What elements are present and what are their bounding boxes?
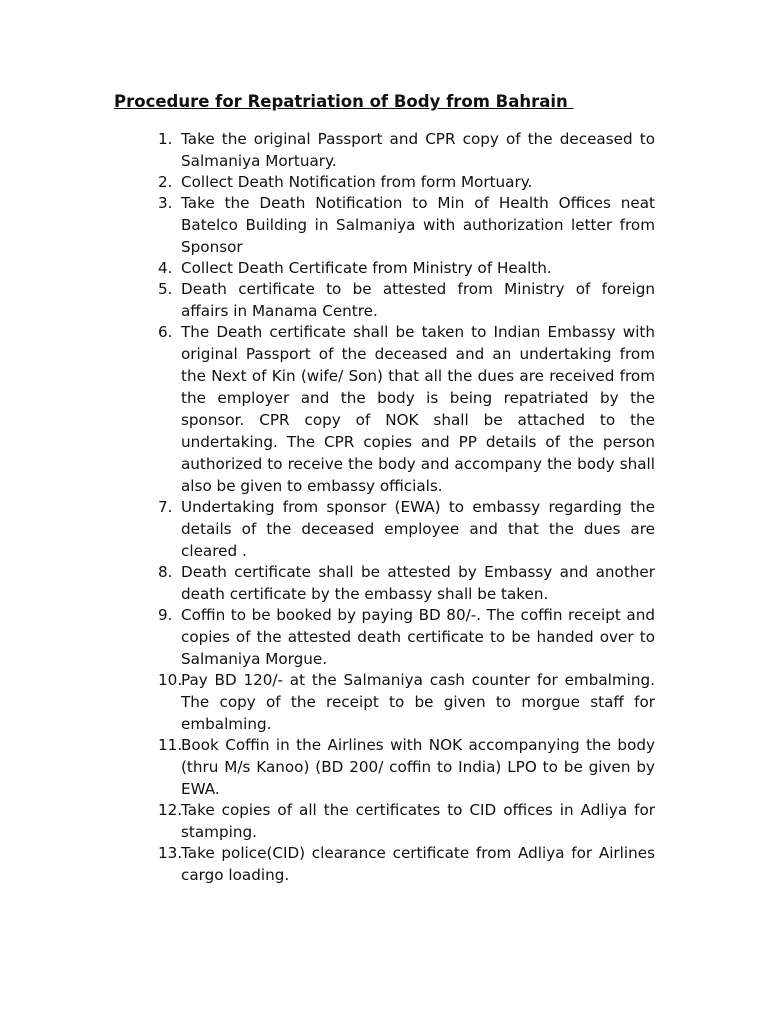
- procedure-steps-list: [158, 128, 655, 885]
- list-item: [158, 321, 655, 497]
- step-text: Take copies of all the certificates to CID offices in Adliya for stamping.: [181, 801, 655, 841]
- list-item: [158, 734, 655, 800]
- step-text: Coffin to be booked by paying BD 80/-. The coffin receipt and copies of the attested death certificate to be handed over to Salmaniya Morgue.: [181, 606, 655, 668]
- step-number: 1.: [158, 130, 173, 148]
- step-number: 4.: [158, 259, 173, 277]
- list-item: [158, 128, 655, 172]
- list-item: [158, 496, 655, 562]
- list-item: [158, 842, 655, 886]
- list-item: [158, 669, 655, 735]
- step-number: 7.: [158, 498, 173, 516]
- list-item: [158, 192, 655, 258]
- step-number: 10.: [158, 671, 183, 689]
- step-text: Collect Death Certificate from Ministry of Health.: [181, 259, 552, 277]
- step-text: Book Coffin in the Airlines with NOK accompanying the body (thru M/s Kanoo) (BD 200/ coffin to India) LPO to be given by EWA.: [181, 736, 655, 798]
- step-number: 11.: [158, 736, 183, 754]
- step-number: 9.: [158, 606, 173, 624]
- step-number: 13.: [158, 844, 183, 862]
- list-item: [158, 257, 655, 279]
- step-text: Undertaking from sponsor (EWA) to embassy regarding the details of the deceased employee and that the dues are cleared .: [181, 498, 655, 560]
- step-text: Pay BD 120/- at the Salmaniya cash counter for embalming. The copy of the receipt to be given to morgue staff for embalming.: [181, 671, 655, 733]
- list-item: [158, 278, 655, 322]
- step-text: Death certificate to be attested from Ministry of foreign affairs in Manama Centre.: [181, 280, 655, 320]
- step-text: Take police(CID) clearance certificate from Adliya for Airlines cargo loading.: [181, 844, 655, 884]
- list-item: [158, 799, 655, 843]
- step-text: Death certificate shall be attested by Embassy and another death certificate by the embassy shall be taken.: [181, 563, 655, 603]
- step-text: Take the Death Notification to Min of Health Offices neat Batelco Building in Salmaniya with authorization letter from Sponsor: [181, 194, 655, 256]
- list-item: [158, 604, 655, 670]
- step-number: 2.: [158, 173, 173, 191]
- document-title: Procedure for Repatriation of Body from Bahrain: [114, 92, 574, 111]
- step-number: 8.: [158, 563, 173, 581]
- step-text: Collect Death Notification from form Mortuary.: [181, 173, 533, 191]
- step-number: 6.: [158, 323, 173, 341]
- step-number: 12.: [158, 801, 183, 819]
- list-item: [158, 561, 655, 605]
- step-number: 3.: [158, 194, 173, 212]
- step-number: 5.: [158, 280, 173, 298]
- list-item: [158, 171, 655, 193]
- step-text: The Death certificate shall be taken to Indian Embassy with original Passport of the deceased and an undertaking from the Next of Kin (wife/ Son) that all the dues are received from the employer and the body is being repatriated by the sponsor. CPR copy of NOK shall be attached to the undertaking. The CPR copies and PP details of the person authorized to receive the body and accompany the body shall also be given to embassy officials.: [181, 323, 655, 495]
- step-text: Take the original Passport and CPR copy of the deceased to Salmaniya Mortuary.: [181, 130, 655, 170]
